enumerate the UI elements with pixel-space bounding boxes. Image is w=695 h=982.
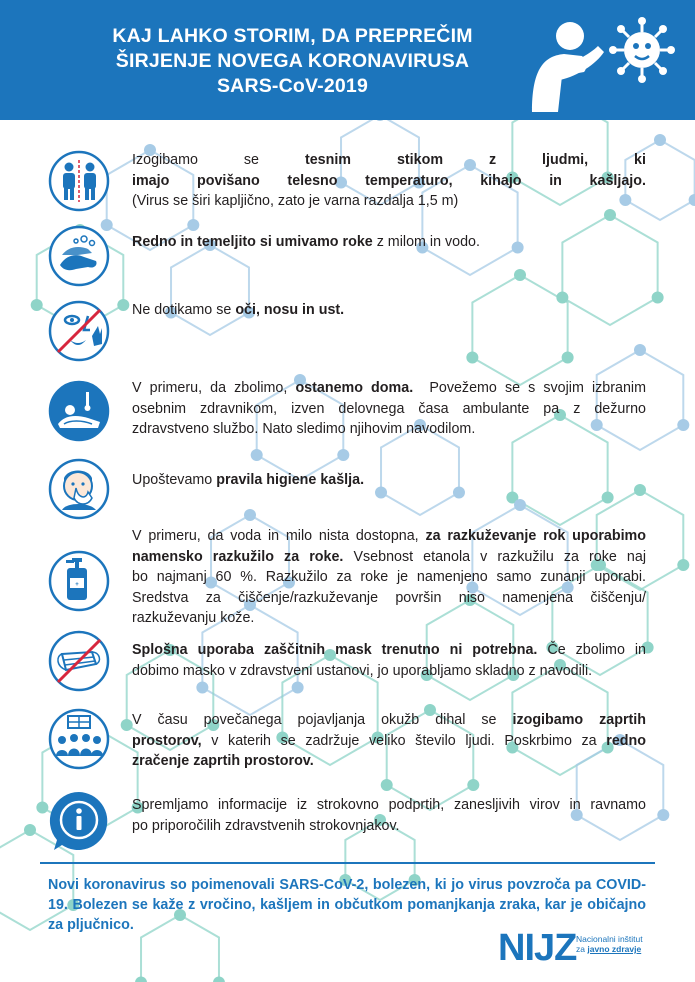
network-node xyxy=(117,299,129,311)
nijz-logo xyxy=(498,925,658,973)
advice-text-line xyxy=(132,526,646,547)
network-node xyxy=(213,977,225,982)
no-mask-icon xyxy=(48,630,110,692)
advice-text-line xyxy=(132,710,646,731)
network-node xyxy=(292,682,304,694)
advice-text-bold: prostorov, xyxy=(132,732,202,749)
advice-text-bold: ostanemo doma. xyxy=(295,380,414,396)
network-node xyxy=(24,824,36,836)
header-banner xyxy=(0,0,695,120)
advice-text-segment: Vsebnost etanola v razkužilu za roke naj xyxy=(343,548,647,565)
advice-text-segment: Izogibamo se xyxy=(132,152,305,168)
advice-text xyxy=(132,710,646,772)
logo-sub-line-1: Nacionalni inštitut xyxy=(576,934,643,944)
advice-text-segment: v katerih se zadržuje veliko število ljudi. Poskrbimo za xyxy=(201,732,607,749)
network-node xyxy=(677,559,689,571)
title-line-2: ŠIRJENJE NOVEGA KORONAVIRUSA xyxy=(115,50,470,72)
advice-text-line xyxy=(132,547,646,568)
advice-text-segment: bo najmanj 60 %. Razkužilo za roke je namenjeno samo zunanji uporabi. xyxy=(132,569,646,585)
network-node xyxy=(657,809,669,821)
advice-text-segment: osebnim zdravnikom, izven delovnega časa ambulante pa z dežurno xyxy=(132,400,646,417)
network-node xyxy=(31,299,43,311)
advice-text-segment: z milom in vodo. xyxy=(372,234,480,250)
network-node xyxy=(652,292,664,304)
network-node xyxy=(196,682,208,694)
advice-text xyxy=(132,150,646,212)
advice-text-bold: zračenje zaprtih prostorov. xyxy=(132,753,314,769)
network-hexagon xyxy=(171,245,249,335)
advice-text-line xyxy=(132,567,646,588)
advice-text-line xyxy=(132,816,646,837)
advice-text-bold: izogibamo zaprtih xyxy=(512,712,646,728)
advice-text-segment: (Virus se širi kapljično, zato je varna razdalja 1,5 m) xyxy=(132,193,459,209)
coughing-person-virus-icon xyxy=(512,12,692,112)
network-node xyxy=(251,449,263,461)
network-node xyxy=(337,449,349,461)
crowded-room-icon xyxy=(48,708,110,770)
advice-text-line xyxy=(132,191,646,212)
advice-text-segment: Povežemo se s svojim izbranim xyxy=(413,380,647,396)
network-node xyxy=(36,802,48,814)
title-line-3: SARS-CoV-2019 xyxy=(216,75,369,97)
advice-text-segment: zdravstveno službo. Nato sledimo njihovim navodilom. xyxy=(132,421,476,437)
svg-text:+: + xyxy=(75,582,79,588)
advice-text-bold: za razkuževanje rok uporabimo xyxy=(425,528,646,544)
advice-text-bold: pravila higiene kašlja. xyxy=(216,472,365,488)
network-node xyxy=(677,419,689,431)
advice-text-segment: V primeru, da voda in milo nista dostopna, xyxy=(132,528,426,544)
info-icon xyxy=(48,790,110,852)
advice-text-line xyxy=(132,731,646,752)
network-node xyxy=(381,779,393,791)
network-node xyxy=(562,352,574,364)
advice-text xyxy=(132,526,646,629)
network-node xyxy=(654,134,666,146)
advice-text-segment: razkuževanju kože. xyxy=(132,610,255,626)
network-node xyxy=(244,509,256,521)
distance-people-icon xyxy=(48,150,110,212)
network-node xyxy=(514,269,526,281)
advice-text-bold: Redno in temeljito si umivamo roke xyxy=(132,234,373,250)
network-node xyxy=(514,499,526,511)
advice-text-line xyxy=(132,171,646,192)
advice-text xyxy=(132,470,646,491)
network-node xyxy=(602,492,614,504)
network-node xyxy=(689,194,695,206)
advice-text-bold: redno xyxy=(606,732,646,749)
advice-text xyxy=(132,795,646,836)
footer-divider xyxy=(40,862,655,864)
network-node xyxy=(135,977,147,982)
advice-text-line xyxy=(132,608,646,629)
network-node xyxy=(634,344,646,356)
network-node xyxy=(467,779,479,791)
advice-text-segment: Sredstva za čiščenje/razkuževanje površin niso namenjena čiščenju/ xyxy=(132,589,646,606)
advice-text-bold: imajo povišano telesno temperaturo, kihajo in kašljajo. xyxy=(132,172,646,189)
advice-text-line xyxy=(132,419,646,440)
advice-text-segment: Ne dotikamo se xyxy=(132,302,236,318)
logo-mark: NIJZ xyxy=(498,927,577,969)
stay-home-icon xyxy=(48,380,110,442)
advice-text-line xyxy=(132,751,646,772)
logo-sub-line-2: za javno zdravje xyxy=(576,944,642,954)
advice-text xyxy=(132,300,646,321)
advice-text-line xyxy=(132,640,646,661)
advice-text-segment: V primeru, da zbolimo, xyxy=(132,380,296,396)
advice-text-line xyxy=(132,300,646,321)
cough-hygiene-icon xyxy=(48,458,110,520)
advice-text-line xyxy=(132,795,646,816)
page-title xyxy=(40,24,545,99)
advice-text-line xyxy=(132,470,646,491)
advice-text xyxy=(132,640,646,681)
advice-text-line xyxy=(132,378,646,399)
network-node xyxy=(466,352,478,364)
advice-text-line xyxy=(132,232,646,253)
advice-text-line xyxy=(132,399,646,420)
advice-text-bold: Splošna uporaba zaščitnih mask trenutno ni potrebna. xyxy=(132,642,538,658)
handwashing-icon xyxy=(48,225,110,287)
hand-sanitizer-icon xyxy=(48,550,110,612)
advice-text-segment: po priporočilih zdravstvenih strokovnjakov. xyxy=(132,817,400,834)
advice-text-segment: dobimo masko v zdravstveni ustanovi, jo uporabljamo skladno z navodili. xyxy=(132,662,593,679)
advice-text-line xyxy=(132,150,646,171)
advice-text-bold: tesnim stikom z ljudmi, ki xyxy=(304,152,646,168)
advice-text xyxy=(132,232,646,253)
network-node xyxy=(121,719,133,731)
advice-text-bold: namensko razkužilo za roke. xyxy=(132,548,344,565)
advice-text-segment: Če zbolimo in xyxy=(537,642,646,658)
advice-text-line xyxy=(132,661,646,682)
network-node xyxy=(187,219,199,231)
advice-text-line xyxy=(132,588,646,609)
title-line-1: KAJ LAHKO STORIM, DA PREPREČIM xyxy=(112,25,473,47)
advice-text xyxy=(132,378,646,440)
advice-text-segment: V času povečanega pojavljanja okužb dihal se xyxy=(132,712,513,728)
advice-text-segment: Spremljamo informacije iz strokovno podprtih, zanesljivih virov in ravnamo xyxy=(132,797,646,813)
no-touch-face-icon xyxy=(48,300,110,362)
network-hexagon xyxy=(472,275,567,385)
advice-text-segment: Upoštevamo xyxy=(132,472,217,488)
logo-subtitle xyxy=(576,934,666,954)
advice-text-bold: oči, nosu in ust. xyxy=(235,302,345,318)
footer-note: Novi koronavirus so poimenovali SARS-CoV-2, bolezen, ki jo virus povzroča pa COVID-19. Bolezen se kaže z vročino, kašljem in občutkom pomanjkanja zraka, kar je običajno za pljučnico. xyxy=(48,877,646,933)
